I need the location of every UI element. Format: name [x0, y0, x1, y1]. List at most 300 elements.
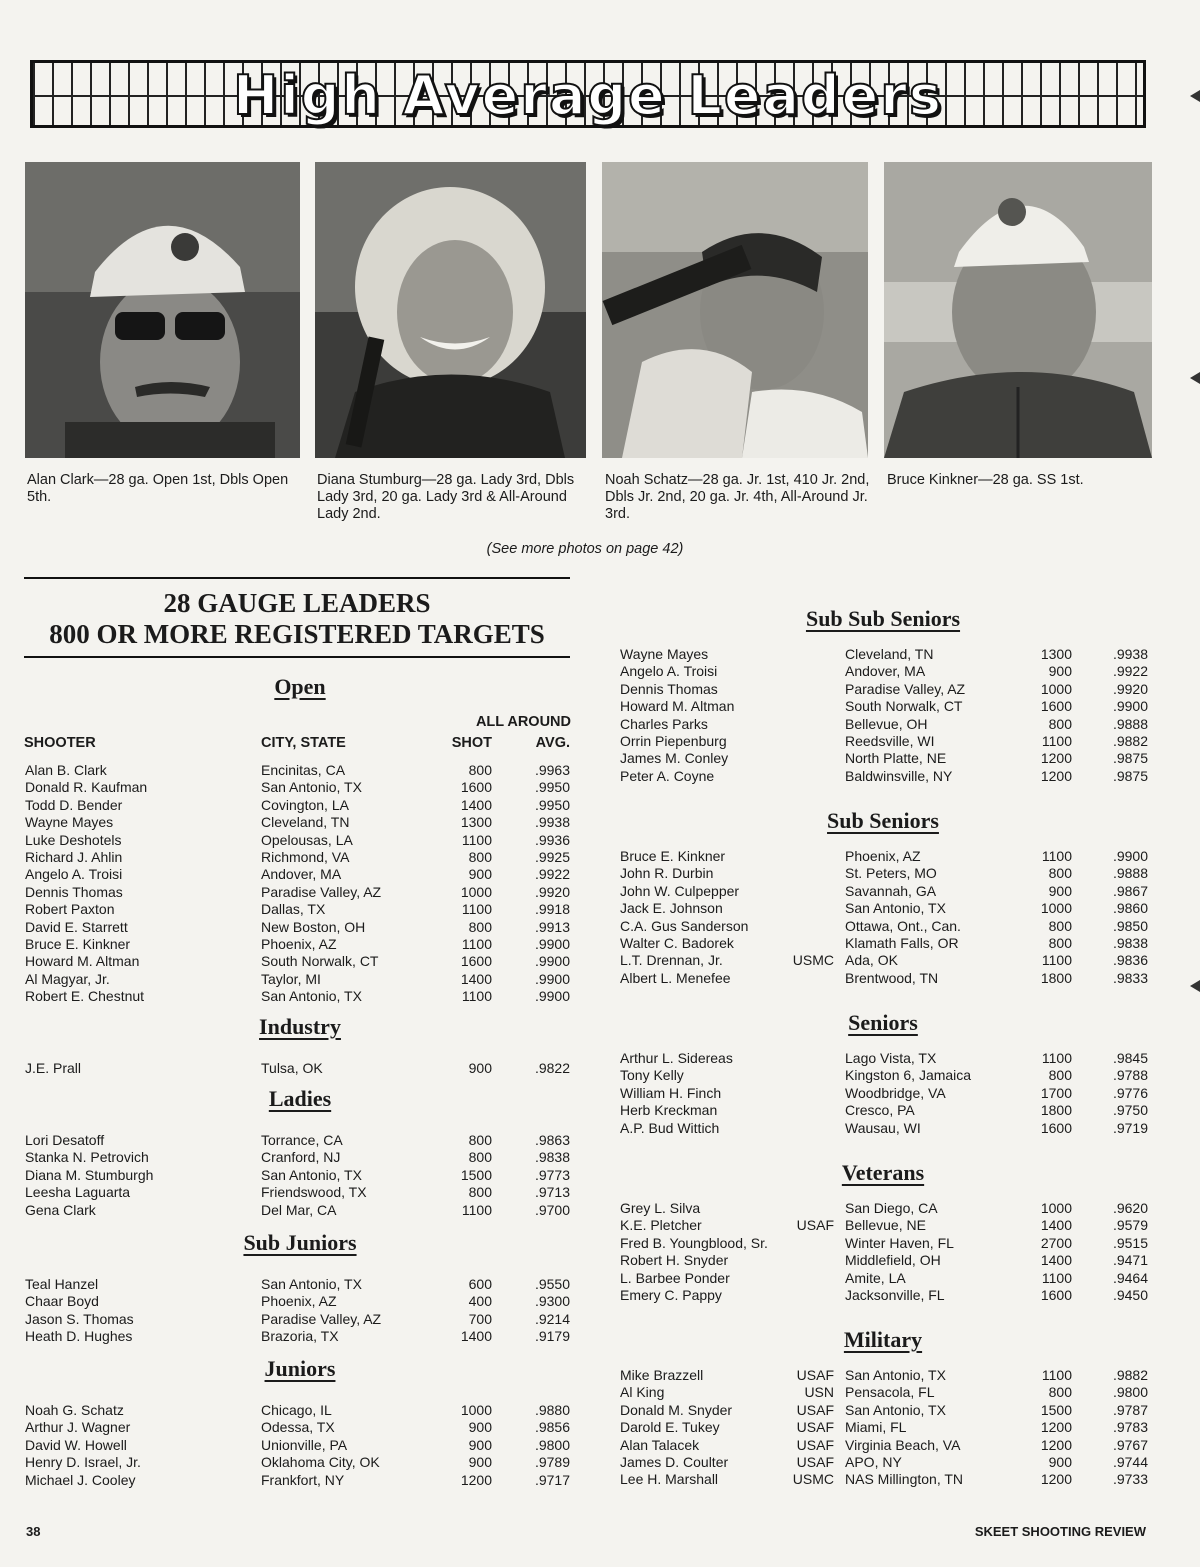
shot-count: 1100 — [1041, 1269, 1072, 1286]
shot-count: 800 — [1048, 1384, 1072, 1401]
shooter-name: Arthur J. Wagner — [25, 1419, 131, 1436]
shot-count: 800 — [468, 849, 492, 865]
shot-count: 1800 — [1040, 969, 1072, 986]
shooter-header: SHOOTER — [24, 735, 96, 751]
shooter-name: Howard M. Altman — [620, 698, 735, 715]
table-row — [0, 1328, 600, 1345]
section-title-open: Open — [274, 674, 326, 699]
average: .9845 — [1112, 1050, 1148, 1066]
average: .9963 — [534, 762, 570, 778]
city-state: Wausau, WI — [845, 1119, 921, 1136]
city-state: San Antonio, TX — [845, 1401, 946, 1418]
shooter-name: Angelo A. Troisi — [25, 866, 123, 883]
city-state: Middlefield, OH — [845, 1252, 941, 1269]
table-row — [0, 1102, 1200, 1119]
shot-count: 1200 — [1040, 767, 1072, 784]
average: .9913 — [534, 918, 570, 935]
table-row — [0, 797, 600, 814]
city-state: Phoenix, AZ — [261, 1293, 337, 1310]
city-state: Paradise Valley, AZ — [261, 883, 382, 900]
city-state: Cranford, NJ — [261, 1149, 341, 1166]
average: .9719 — [1112, 1119, 1148, 1136]
leaders-title: 28 GAUGE LEADERS — [163, 588, 431, 618]
average: .9744 — [1112, 1454, 1148, 1470]
shot-count: 900 — [468, 1419, 492, 1436]
average: .9783 — [1112, 1419, 1148, 1436]
photo-3 — [602, 162, 868, 458]
city-state: Cresco, PA — [845, 1102, 915, 1119]
shot-count: 1200 — [1040, 1471, 1072, 1488]
city-state-header: CITY, STATE — [261, 735, 346, 751]
city-state: Paradise Valley, AZ — [261, 1310, 382, 1327]
average: .9900 — [1112, 848, 1148, 864]
table-row — [0, 1311, 600, 1328]
city-state: Chicago, IL — [261, 1402, 332, 1418]
average: .9471 — [1112, 1252, 1148, 1269]
photo-4 — [884, 162, 1152, 458]
average: .9450 — [1112, 1287, 1148, 1303]
city-state: Baldwinsville, NY — [845, 767, 953, 784]
shot-count: 900 — [468, 866, 492, 883]
city-state: Frankfort, NY — [261, 1471, 345, 1488]
table-row — [0, 1437, 1200, 1454]
shooter-name: Orrin Piepenburg — [620, 733, 727, 749]
average: .9900 — [534, 936, 570, 952]
city-state: North Platte, NE — [845, 750, 947, 767]
city-state: Jacksonville, FL — [845, 1287, 945, 1303]
shot-count: 1400 — [1040, 1252, 1072, 1269]
city-state: San Antonio, TX — [845, 900, 946, 917]
avg-header: AVG. — [535, 735, 570, 751]
city-state: Reedsville, WI — [845, 733, 935, 749]
shooter-name: Arthur L. Sidereas — [620, 1050, 733, 1066]
average: .9900 — [534, 970, 570, 987]
table-row — [0, 768, 1200, 785]
average: .9550 — [534, 1276, 570, 1292]
shot-count: 1000 — [1040, 1200, 1072, 1216]
average: .9920 — [534, 883, 570, 900]
shot-count: 1200 — [460, 1471, 492, 1488]
shot-count: 900 — [1048, 882, 1072, 899]
average: .9880 — [534, 1402, 570, 1418]
shooter-name: Robert Paxton — [25, 901, 115, 918]
shooter-name: Donald M. Snyder — [620, 1401, 733, 1418]
shooter-name: Todd D. Bender — [25, 796, 123, 813]
city-state: San Antonio, TX — [261, 779, 362, 796]
shooter-name: Noah G. Schatz — [25, 1402, 124, 1418]
shooter-name: Stanka N. Petrovich — [25, 1149, 149, 1166]
shooter-name: L. Barbee Ponder — [620, 1269, 730, 1286]
section-title-sub-seniors: Sub Seniors — [827, 808, 939, 833]
table-row — [0, 733, 1200, 750]
shot-count: 1600 — [1040, 1119, 1072, 1136]
photo-2 — [315, 162, 586, 458]
all-around-header: ALL AROUND — [475, 714, 571, 730]
average: .9700 — [534, 1201, 570, 1218]
shooter-name: Gena Clark — [25, 1201, 96, 1218]
shot-count: 1700 — [1040, 1084, 1072, 1101]
city-state: Kingston 6, Jamaica — [845, 1067, 972, 1084]
city-state: Pensacola, FL — [845, 1384, 935, 1401]
table-row — [0, 1120, 1200, 1137]
average: .9922 — [1112, 663, 1148, 680]
shot-count: 600 — [468, 1276, 492, 1292]
table-row — [0, 832, 600, 849]
shot-count: 1500 — [1040, 1401, 1072, 1418]
shot-count: 1300 — [1040, 646, 1072, 662]
photo-2-caption: Diana Stumburg—28 ga. Lady 3rd, Dbls Lady 3rd, 20 ga. Lady 3rd & All-Around Lady 2nd. — [317, 472, 575, 522]
shooter-name: James D. Coulter — [620, 1454, 729, 1470]
shot-count: 1100 — [1041, 1367, 1072, 1383]
shooter-name: Robert E. Chestnut — [25, 988, 145, 1005]
average: .9882 — [1112, 733, 1148, 749]
city-state: Oklahoma City, OK — [261, 1454, 380, 1471]
shot-count: 700 — [468, 1310, 492, 1327]
shot-count: 800 — [1048, 1067, 1072, 1084]
average: .9938 — [534, 814, 570, 831]
shooter-name: John R. Durbin — [620, 865, 714, 882]
shot-count: 1100 — [461, 831, 492, 848]
shooter-name: Michael J. Cooley — [25, 1471, 136, 1488]
city-state: Odessa, TX — [261, 1419, 335, 1436]
city-state: Ada, OK — [845, 952, 898, 969]
edge-mark — [1190, 980, 1200, 992]
shot-count: 900 — [1048, 1454, 1072, 1470]
table-row — [0, 1167, 600, 1184]
city-state: Paradise Valley, AZ — [845, 680, 966, 697]
city-state: Taylor, MI — [261, 970, 321, 987]
average: .9464 — [1112, 1269, 1148, 1286]
table-row — [0, 1270, 1200, 1287]
shot-count: 1600 — [460, 953, 492, 970]
table-row — [0, 1235, 1200, 1252]
shooter-name: Jack E. Johnson — [620, 900, 723, 917]
city-state: Cleveland, TN — [845, 646, 934, 662]
average: .9620 — [1112, 1200, 1148, 1216]
city-state: Covington, LA — [261, 796, 349, 813]
shooter-name: L.T. Drennan, Jr. — [620, 952, 723, 969]
average: .9888 — [1112, 715, 1148, 732]
shot-count: 400 — [468, 1293, 492, 1310]
shot-count: 1300 — [460, 814, 492, 831]
shot-count: 1000 — [460, 883, 492, 900]
shooter-name: Fred B. Youngblood, Sr. — [620, 1234, 768, 1251]
section-title-sub-sub-seniors: Sub Sub Seniors — [805, 606, 961, 631]
table-row — [0, 750, 1200, 767]
shooter-name: Peter A. Coyne — [620, 767, 715, 784]
see-more-note: (See more photos on page 42) — [486, 541, 684, 557]
average: .9833 — [1112, 969, 1148, 986]
shooter-name: Wayne Mayes — [620, 646, 709, 662]
shooter-name: William H. Finch — [620, 1084, 722, 1101]
shot-count: 1100 — [1041, 848, 1072, 864]
average: .9925 — [534, 849, 570, 865]
table-row — [0, 1471, 1200, 1488]
average: .9800 — [534, 1436, 570, 1453]
average: .9713 — [534, 1184, 570, 1201]
city-state: Virginia Beach, VA — [845, 1436, 961, 1453]
table-row — [0, 663, 1200, 680]
city-state: Friendswood, TX — [261, 1184, 367, 1201]
shooter-name: Lee H. Marshall — [620, 1471, 719, 1488]
page-title: High Average Leaders — [233, 64, 943, 127]
shot-count: 1000 — [460, 1402, 492, 1418]
shooter-name: A.P. Bud Wittich — [620, 1119, 720, 1136]
photo-1 — [25, 162, 300, 458]
city-state: Opelousas, LA — [261, 831, 353, 848]
city-state: Brentwood, TN — [845, 969, 939, 986]
shot-count: 1100 — [1041, 1050, 1072, 1066]
city-state: Andover, MA — [261, 866, 342, 883]
shot-count: 900 — [468, 1436, 492, 1453]
shooter-name: Darold E. Tukey — [620, 1419, 720, 1436]
shooter-name: Dennis Thomas — [25, 883, 123, 900]
city-state: St. Peters, MO — [845, 865, 937, 882]
city-state: San Antonio, TX — [261, 1276, 362, 1292]
city-state: San Diego, CA — [845, 1200, 938, 1216]
service-branch: USN — [804, 1384, 834, 1401]
shot-count: 1800 — [1040, 1102, 1072, 1119]
shot-count: 1100 — [461, 901, 492, 918]
average: .9822 — [534, 1060, 570, 1076]
city-state: APO, NY — [845, 1454, 902, 1470]
average: .9900 — [534, 988, 570, 1005]
shooter-name: Walter C. Badorek — [620, 935, 734, 951]
shot-count: 800 — [468, 1132, 492, 1148]
shooter-name: Richard J. Ahlin — [25, 849, 123, 865]
average: .9900 — [534, 953, 570, 970]
average: .9773 — [534, 1166, 570, 1183]
shot-count: 1000 — [1040, 900, 1072, 917]
shooter-name: Bruce E. Kinkner — [25, 936, 131, 952]
shooter-name: Mike Brazzell — [620, 1367, 704, 1383]
shot-count: 1100 — [1041, 733, 1072, 749]
table-row — [0, 883, 1200, 900]
shooter-name: Dennis Thomas — [620, 680, 718, 697]
table-row — [0, 1050, 1200, 1067]
average: .9900 — [1112, 698, 1148, 715]
shot-count: 1100 — [1041, 952, 1072, 969]
table-row — [0, 1149, 600, 1166]
city-state: San Antonio, TX — [261, 1166, 362, 1183]
city-state: Miami, FL — [845, 1419, 907, 1436]
table-row — [0, 865, 1200, 882]
average: .9300 — [534, 1293, 570, 1310]
table-row — [0, 681, 1200, 698]
section-title-juniors: Juniors — [264, 1356, 336, 1381]
table-row — [0, 1085, 1200, 1102]
average: .9875 — [1112, 767, 1148, 784]
table-row — [0, 1367, 1200, 1384]
average: .9776 — [1112, 1084, 1148, 1101]
service-branch: USAF — [796, 1401, 834, 1418]
section-title-military: Military — [843, 1327, 923, 1352]
service-branch: USAF — [796, 1419, 834, 1436]
section-title-veterans: Veterans — [841, 1160, 925, 1185]
shooter-name: Robert H. Snyder — [620, 1252, 729, 1269]
edge-mark — [1190, 372, 1200, 384]
shooter-name: Jason S. Thomas — [25, 1310, 134, 1327]
table-row — [0, 988, 600, 1005]
shot-header: SHOT — [451, 735, 492, 751]
service-branch: USAF — [796, 1436, 834, 1453]
average: .9179 — [534, 1328, 570, 1345]
table-row — [0, 848, 1200, 865]
city-state: Bellevue, OH — [845, 715, 928, 732]
title-banner — [30, 60, 1146, 128]
average: .9888 — [1112, 865, 1148, 882]
average: .9717 — [534, 1471, 570, 1488]
table-row — [0, 716, 1200, 733]
shot-count: 900 — [468, 1454, 492, 1471]
city-state: South Norwalk, CT — [261, 953, 379, 970]
photo-4-caption: Bruce Kinkner—28 ga. SS 1st. — [887, 472, 1084, 488]
title-rule-top — [24, 577, 570, 579]
shot-count: 800 — [1048, 715, 1072, 732]
city-state: San Antonio, TX — [845, 1367, 946, 1383]
shot-count: 1400 — [460, 1328, 492, 1345]
city-state: South Norwalk, CT — [845, 698, 963, 715]
shot-count: 1100 — [461, 936, 492, 952]
average: .9838 — [534, 1149, 570, 1166]
shot-count: 800 — [1048, 935, 1072, 951]
table-row — [0, 814, 600, 831]
shooter-name: Albert L. Menefee — [620, 969, 731, 986]
shot-count: 1500 — [460, 1166, 492, 1183]
shot-count: 800 — [1048, 865, 1072, 882]
table-row — [0, 1384, 1200, 1401]
shot-count: 1400 — [1040, 1217, 1072, 1234]
service-branch: USAF — [796, 1367, 834, 1383]
city-state: Richmond, VA — [261, 849, 350, 865]
edge-mark — [1190, 90, 1200, 102]
shooter-name: David E. Starrett — [25, 918, 128, 935]
average: .9788 — [1112, 1067, 1148, 1084]
shooter-name: Emery C. Pappy — [620, 1287, 722, 1303]
shooter-name: J.E. Prall — [25, 1060, 82, 1076]
average: .9863 — [534, 1132, 570, 1148]
average: .9950 — [534, 779, 570, 796]
shooter-name: Angelo A. Troisi — [620, 663, 718, 680]
shooter-name: Grey L. Silva — [620, 1200, 701, 1216]
shooter-name: Diana M. Stumburgh — [25, 1166, 154, 1183]
leaders-subtitle: 800 OR MORE REGISTERED TARGETS — [49, 619, 545, 649]
shot-count: 1600 — [1040, 698, 1072, 715]
shot-count: 800 — [468, 1184, 492, 1201]
city-state: Ottawa, Ont., Can. — [845, 917, 961, 934]
shooter-name: Leesha Laguarta — [25, 1184, 131, 1201]
city-state: Del Mar, CA — [261, 1201, 337, 1218]
shooter-name: Donald R. Kaufman — [25, 779, 148, 796]
shot-count: 900 — [468, 1060, 492, 1076]
shooter-name: Luke Deshotels — [25, 831, 122, 848]
service-branch: USMC — [792, 1471, 834, 1488]
shot-count: 800 — [468, 762, 492, 778]
table-row — [0, 1067, 1200, 1084]
city-state: San Antonio, TX — [261, 988, 362, 1005]
city-state: Amite, LA — [845, 1269, 906, 1286]
city-state: Savannah, GA — [845, 882, 937, 899]
shooter-name: Wayne Mayes — [25, 814, 114, 831]
shot-count: 1600 — [1040, 1287, 1072, 1303]
shooter-name: James M. Conley — [620, 750, 729, 767]
photo-1-caption: Alan Clark—28 ga. Open 1st, Dbls Open 5th. — [27, 472, 289, 505]
shot-count: 800 — [468, 1149, 492, 1166]
service-branch: USAF — [796, 1217, 834, 1234]
section-title-seniors: Seniors — [848, 1010, 918, 1035]
average: .9882 — [1112, 1367, 1148, 1383]
table-row — [0, 1419, 1200, 1436]
city-state: Unionville, PA — [261, 1436, 348, 1453]
city-state: Tulsa, OK — [261, 1060, 323, 1076]
average: .9850 — [1112, 917, 1148, 934]
section-title-industry: Industry — [259, 1014, 341, 1039]
shot-count: 800 — [468, 918, 492, 935]
shot-count: 800 — [1048, 917, 1072, 934]
shooter-name: David W. Howell — [25, 1436, 127, 1453]
city-state: Cleveland, TN — [261, 814, 350, 831]
table-row — [0, 970, 1200, 987]
average: .9918 — [534, 901, 570, 918]
table-row — [0, 1287, 1200, 1304]
city-state: Klamath Falls, OR — [845, 935, 959, 951]
average: .9579 — [1112, 1217, 1148, 1234]
shooter-name: Tony Kelly — [620, 1067, 684, 1084]
table-row — [0, 918, 1200, 935]
city-state: Brazoria, TX — [261, 1328, 339, 1345]
city-state: Winter Haven, FL — [845, 1234, 954, 1251]
city-state: Andover, MA — [845, 663, 926, 680]
average: .9787 — [1112, 1401, 1148, 1418]
average: .9800 — [1112, 1384, 1148, 1401]
shooter-name: John W. Culpepper — [620, 882, 740, 899]
average: .9856 — [534, 1419, 570, 1436]
section-title-sub-juniors: Sub Juniors — [243, 1230, 357, 1255]
table-row — [0, 1200, 1200, 1217]
service-branch: USAF — [796, 1454, 834, 1470]
average: .9733 — [1112, 1471, 1148, 1488]
city-state: Phoenix, AZ — [845, 848, 921, 864]
shooter-name: Howard M. Altman — [25, 953, 140, 970]
average: .9936 — [534, 831, 570, 848]
average: .9750 — [1112, 1102, 1148, 1119]
shooter-name: C.A. Gus Sanderson — [620, 917, 749, 934]
table-row — [0, 1402, 1200, 1419]
average: .9836 — [1112, 952, 1148, 969]
city-state: Encinitas, CA — [261, 762, 346, 778]
service-branch: USMC — [792, 952, 834, 969]
average: .9867 — [1112, 882, 1148, 899]
shooter-name: Teal Hanzel — [25, 1276, 99, 1292]
shot-count: 2700 — [1040, 1234, 1072, 1251]
shooter-name: Herb Kreckman — [620, 1102, 718, 1119]
table-row — [0, 646, 1200, 663]
average: .9767 — [1112, 1436, 1148, 1453]
city-state: Bellevue, NE — [845, 1217, 926, 1234]
section-title-ladies: Ladies — [268, 1086, 332, 1111]
average: .9789 — [534, 1454, 570, 1471]
average: .9214 — [534, 1310, 570, 1327]
average: .9938 — [1112, 646, 1148, 662]
shot-count: 1200 — [1040, 750, 1072, 767]
shot-count: 1400 — [460, 970, 492, 987]
shooter-name: K.E. Pletcher — [620, 1217, 702, 1234]
photo-3-caption: Noah Schatz—28 ga. Jr. 1st, 410 Jr. 2nd, Dbls Jr. 2nd, 20 ga. Jr. 4th, All-Around Jr. 3rd. — [605, 472, 870, 522]
table-row — [0, 1217, 1200, 1234]
publication-name: SKEET SHOOTING REVIEW — [974, 1524, 1146, 1539]
shooter-name: Alan Talacek — [620, 1436, 700, 1453]
average: .9515 — [1112, 1234, 1148, 1251]
